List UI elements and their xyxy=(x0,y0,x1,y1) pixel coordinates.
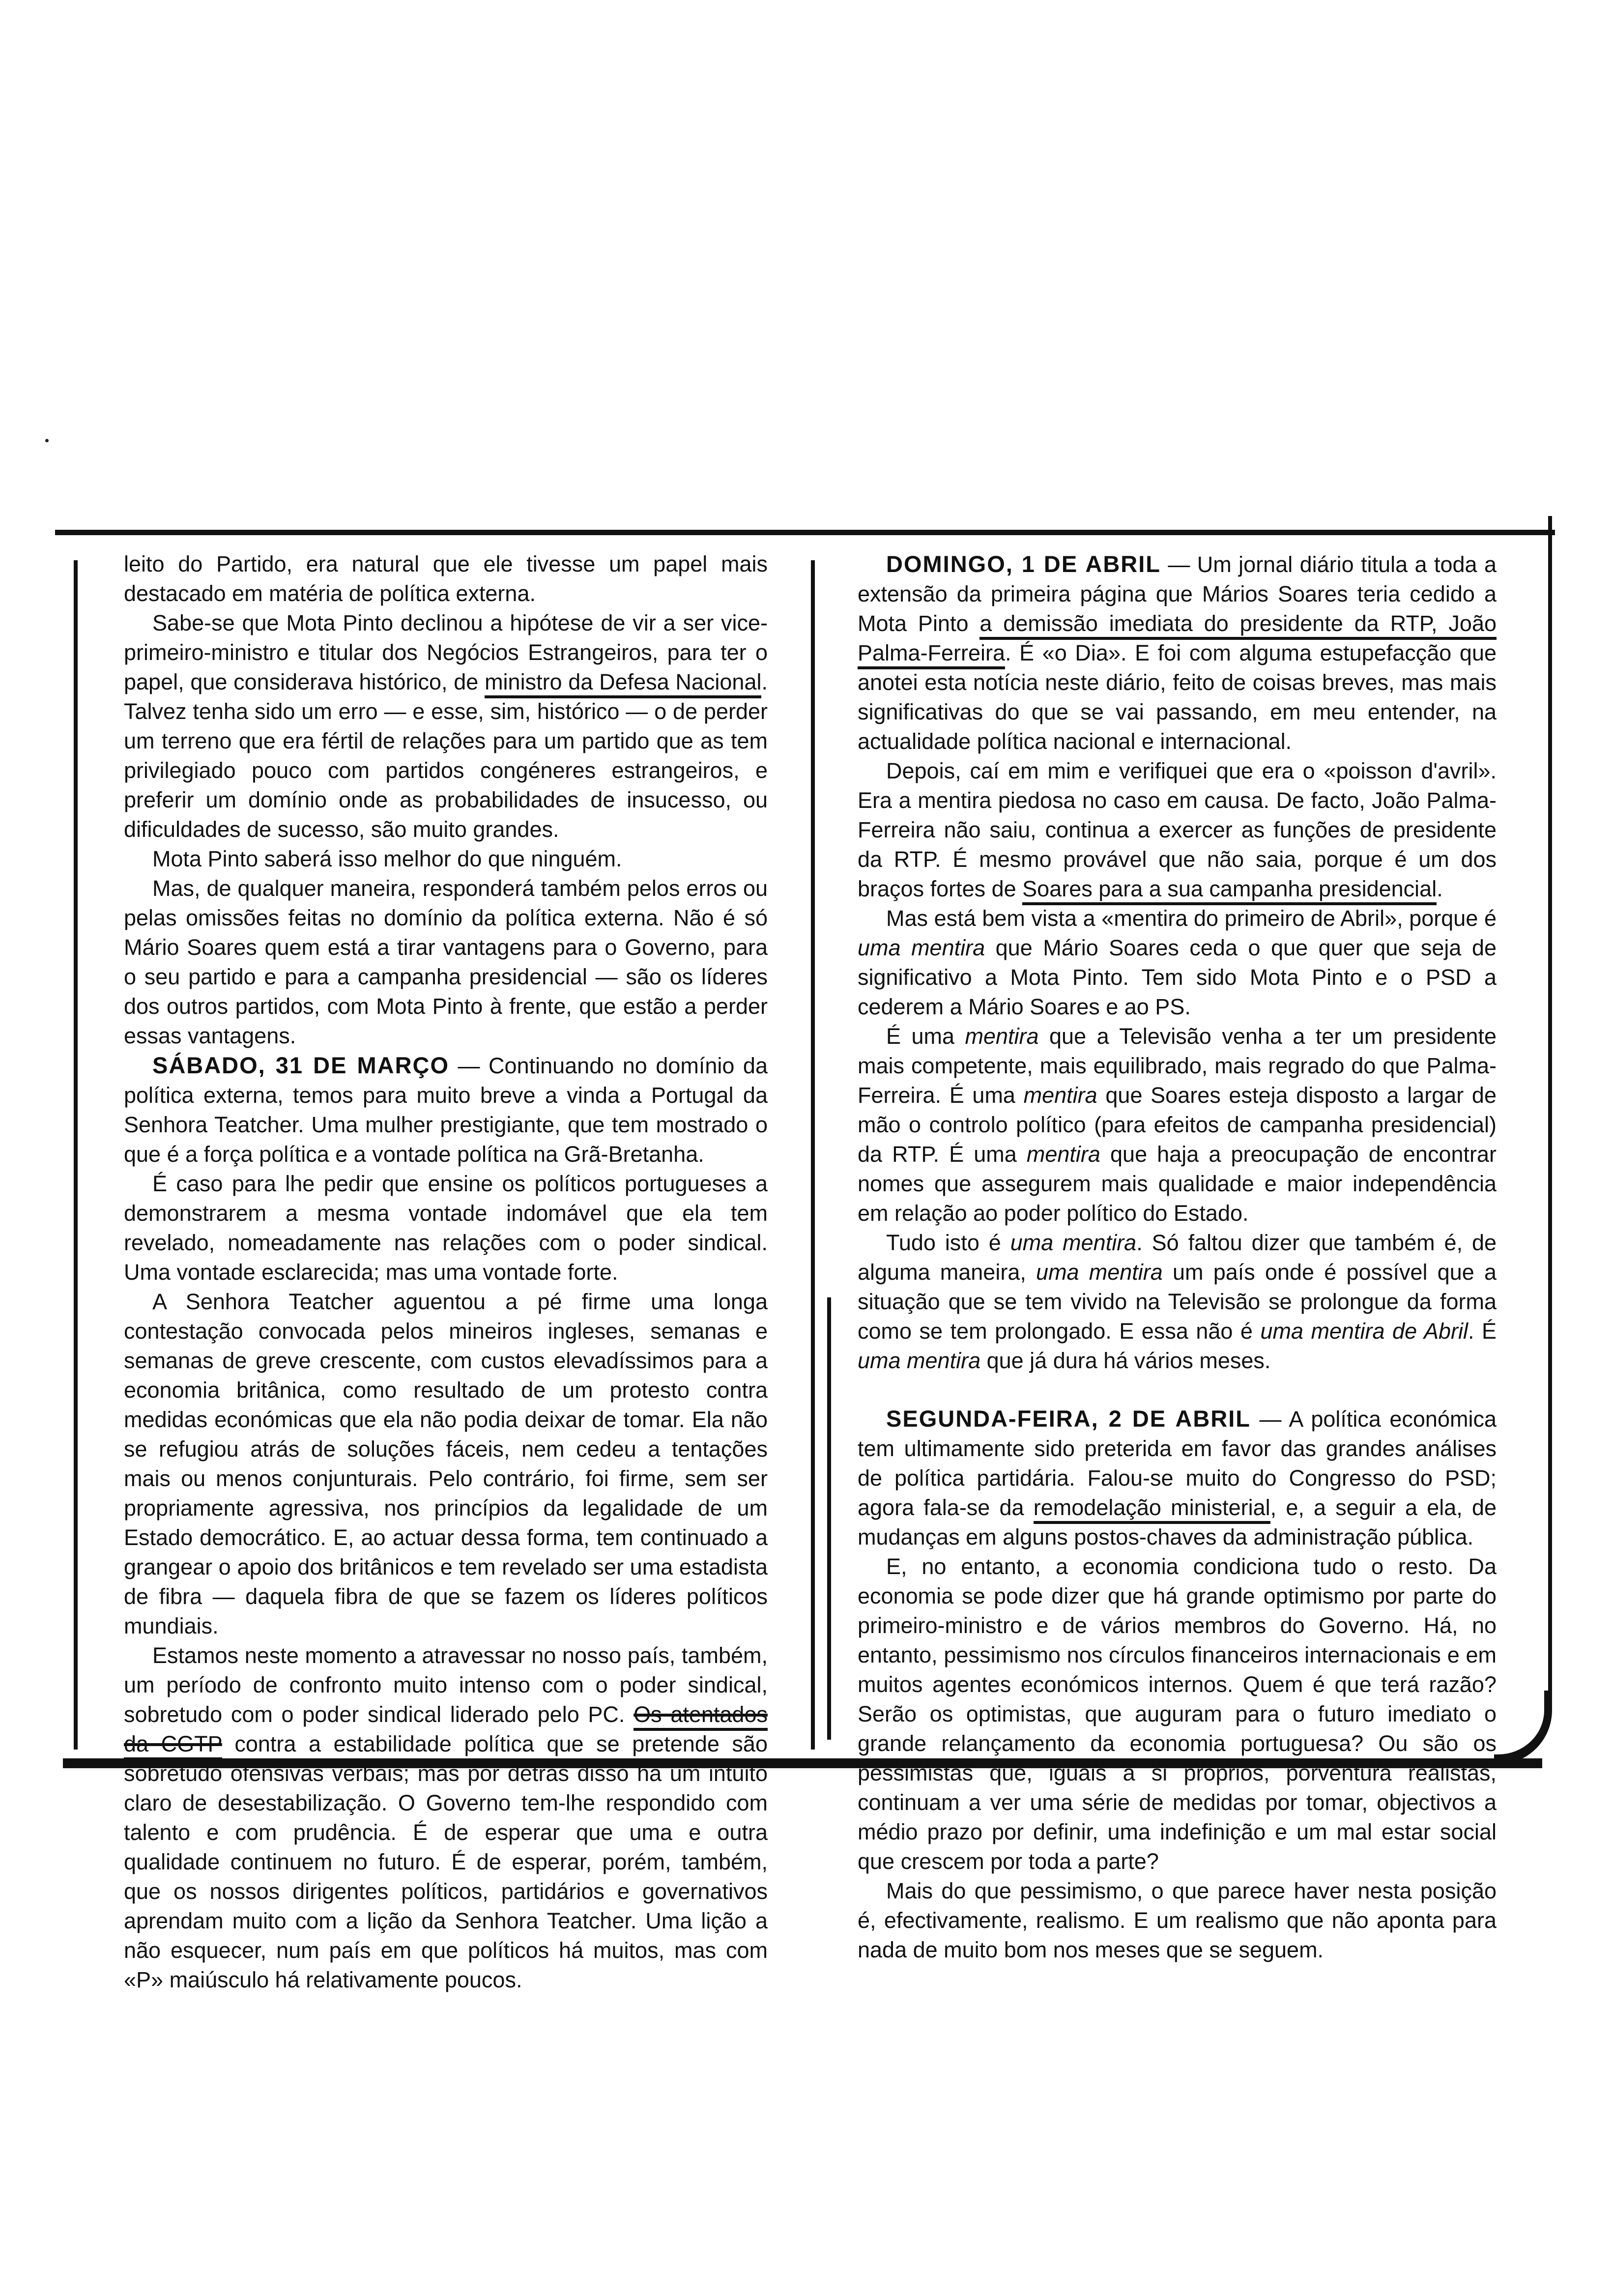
text-run: — A política económica tem ultimamente sido preterida em favor das grandes análises de política partidária. Falou-se muito do Congresso do PSD; agora fala-se da xyxy=(858,1406,1497,1520)
paragraph xyxy=(858,1404,1497,1552)
right-column-divider xyxy=(827,1297,831,1740)
emphasis: uma mentira xyxy=(858,1348,981,1373)
text-run: Estamos neste momento a atravessar no nosso país, também, um período de confronto muito intenso com o poder sindical, sobretudo com o poder sindical liderado pelo PC. xyxy=(124,1643,768,1727)
emphasis: mentira xyxy=(1026,1142,1100,1167)
text-run: — Continuando no domínio da política externa, temos para muito breve a vinda a Portugal da Senhora Teatcher. Uma mulher prestigiante, que tem mostrado o que é a força política e a vontade política na Grã-Bretanha. xyxy=(124,1053,768,1167)
text-run: Depois, caí em mim e verifiquei que era o «poisson d'avril». Era a mentira piedosa no caso em causa. De facto, João Palma-Ferreira não saiu, continua a exercer as funções de presidente da RTP. É mesmo provável que não saia, porque é um dos braços fortes de xyxy=(858,758,1497,901)
paragraph xyxy=(858,756,1497,904)
paragraph xyxy=(124,608,768,844)
paragraph xyxy=(124,1641,768,1995)
top-rule xyxy=(55,530,1555,535)
paragraph: leito do Partido, era natural que ele tivesse um papel mais destacado em matéria de política externa. xyxy=(124,551,768,606)
paragraph xyxy=(124,1051,768,1169)
text-run: Mas está bem vista a «mentira do primeiro de Abril», porque é xyxy=(886,906,1497,931)
right-column xyxy=(858,549,1497,1962)
scan-speck xyxy=(45,439,49,442)
emphasis: mentira xyxy=(1023,1083,1097,1108)
text-run: Sabe-se que Mota Pinto declinou a hipótese de vir a ser vice-primeiro-ministro e titular dos Negócios Estrangeiros, para ter o papel, que considerava histórico, de xyxy=(124,610,768,694)
paragraph: E, no entanto, a economia condiciona tudo o resto. Da economia se pode dizer que há grande optimismo por parte do primeiro-ministro e de vários membros do Governo. Há, no entanto, pessimismo nos círculos financeiros internacionais e em muitos agentes económicos internos. Quem é que terá razão? Serão os optimistas, que auguram para o futuro imediato o grande relançamento da economia portuguesa? Ou são os pessimistas que, iguais a si próprios, porventura realistas, continuam a ver uma série de medidas por tomar, objectivos a médio prazo por definir, uma indefinição e um mal estar social que crescem por toda a parte? xyxy=(858,1554,1497,1874)
text-run: . É xyxy=(1468,1319,1497,1344)
text-run: que já dura há vários meses. xyxy=(980,1348,1271,1373)
paragraph xyxy=(858,1022,1497,1228)
handwritten-strikethrough: Os atentados da CGTP xyxy=(124,1702,768,1760)
text-run: um país onde é possível que a situação que se tem vivido na Televisão se prolongue da forma como se tem prolongado. E essa não é xyxy=(858,1260,1497,1344)
text-run: . É «o Dia». E foi com alguma estupefacção que anotei esta notícia neste diário, feito de coisas breves, mas mais significativas do que se vai passando, em meu entender, na actualidade política nacional e internacional. xyxy=(858,640,1497,754)
section-heading-sabado: SÁBADO, 31 DE MARÇO xyxy=(152,1052,450,1078)
handwritten-underline: Soares para a sua campanha presidencial xyxy=(1022,876,1437,905)
emphasis: uma mentira xyxy=(858,935,985,960)
paragraph: A Senhora Teatcher aguentou a pé firme uma longa contestação convocada pelos mineiros ingleses, semanas e semanas de greve crescente, com custos elevadíssimos para a economia britânica, como resultado de um protesto contra medidas económicas que ela não podia deixar de tomar. Ela não se refugiou atrás de soluções fáceis, nem cedeu a tentações mais ou menos conjunturais. Pelo contrário, foi firme, sem ser propriamente agressiva, nos princípios da legalidade de um Estado democrático. E, ao actuar dessa forma, tem continuado a grangear o apoio dos britânicos e tem revelado ser uma estadista de fibra — daquela fibra de que se fazem os líderes políticos mundiais. xyxy=(124,1289,768,1638)
emphasis: mentira xyxy=(965,1024,1039,1049)
text-run: contra a estabilidade política que se pretende são sobretudo ofensivas verbais; mas por detrás disso há um intuito claro de desestabilização. O Governo tem-lhe respondido com talento e com prudência. É de esperar que uma e outra qualidade continuem no futuro. É de esperar, porém, também, que os nossos dirigentes políticos, partidários e governativos aprendam muito com a lição da Senhora Teatcher. Uma lição a não esquecer, num país em que políticos há muitos, mas com «P» maiúsculo há relativamente poucos. xyxy=(124,1731,768,1992)
section-heading-domingo: DOMINGO, 1 DE ABRIL xyxy=(886,551,1161,577)
left-column xyxy=(124,549,768,1992)
paragraph: Mota Pinto saberá isso melhor do que ninguém. xyxy=(152,846,622,871)
text-run: que a Televisão venha a ter um presidente mais competente, mais equilibrado, mais regrado do que Palma-Ferreira. É uma xyxy=(858,1024,1497,1108)
paragraph: É caso para lhe pedir que ensine os políticos portugueses a demonstrarem a mesma vontade indomável que ela tem revelado, nomeadamente nas relações com o poder sindical. Uma vontade esclarecida; mas uma vontade forte. xyxy=(124,1171,768,1285)
text-run: Tudo isto é xyxy=(886,1230,1010,1255)
paragraph: Mais do que pessimismo, o que parece haver nesta posição é, efectivamente, realismo. E um realismo que não aponta para nada de muito bom nos meses que se seguem. xyxy=(858,1878,1497,1962)
text-run: — Um jornal diário titula a toda a extensão da primeira página que Mários Soares teria cedido a Mota Pinto xyxy=(858,552,1497,636)
center-column-divider xyxy=(811,560,815,1750)
section-heading-segunda: SEGUNDA-FEIRA, 2 DE ABRIL xyxy=(886,1406,1251,1432)
text-run: . Só faltou dizer que também é, de alguma maneira, xyxy=(858,1230,1497,1285)
paragraph xyxy=(858,904,1497,1022)
emphasis: uma mentira xyxy=(1036,1260,1163,1285)
corner-curve xyxy=(1494,1691,1552,1764)
paragraph: Mas, de qualquer maneira, responderá também pelos erros ou pelas omissões feitas no domínio da política externa. Não é só Mário Soares quem está a tirar vantagens para o Governo, para o seu partido e para a campanha presidencial — são os líderes dos outros partidos, com Mota Pinto à frente, que estão a perder essas vantagens. xyxy=(124,876,768,1048)
text-run: . Talvez tenha sido um erro — e esse, sim, histórico — o de perder um terreno que era fértil de relações para um partido que as tem privilegiado pouco com partidos congéneres estrangeiros, e preferir um domínio onde as probabilidades de insucesso, ou dificuldades de sucesso, são muito grandes. xyxy=(124,669,768,842)
paragraph xyxy=(858,1228,1497,1376)
handwritten-underline: a demissão imediata do presidente da RTP, João Palma-Ferreira xyxy=(858,611,1497,669)
text-run: É uma xyxy=(886,1024,965,1049)
handwritten-underline: remodelação ministerial xyxy=(1034,1495,1270,1524)
emphasis: uma mentira de Abril xyxy=(1260,1319,1468,1344)
text-run: . xyxy=(1437,876,1443,901)
text-run: que Soares esteja disposto a largar de mão o controlo político (para efeitos de campanha presidencial) da RTP. É uma xyxy=(858,1083,1497,1167)
emphasis: uma mentira xyxy=(1010,1230,1137,1255)
text-run: , e, a seguir a ela, de mudanças em alguns postos-chaves da administração pública. xyxy=(858,1495,1497,1550)
paragraph xyxy=(858,549,1497,756)
text-run: que haja a preocupação de encontrar nomes que assegurem mais qualidade e maior independência em relação ao poder político do Estado. xyxy=(858,1142,1497,1226)
text-run: que Mário Soares ceda o que quer que seja de significativo a Mota Pinto. Tem sido Mota Pinto e o PSD a cederem a Mário Soares e ao PS. xyxy=(858,935,1497,1019)
handwritten-underline: ministro da Defesa Nacional xyxy=(485,669,761,698)
left-column-divider xyxy=(74,560,78,1750)
right-border xyxy=(1548,516,1552,1695)
